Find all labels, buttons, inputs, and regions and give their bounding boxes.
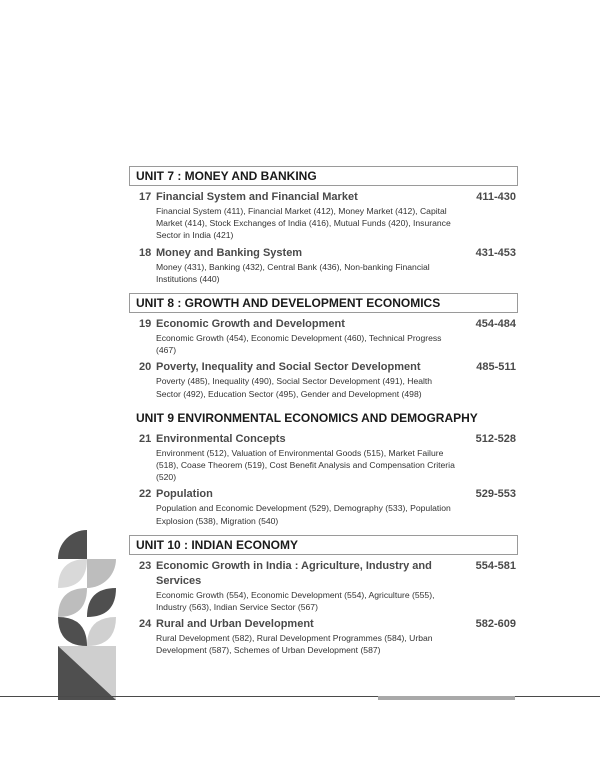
unit-heading: UNIT 7 : MONEY AND BANKING [129,166,518,186]
chapter-number: 18 [139,246,152,259]
unit-heading: UNIT 10 : INDIAN ECONOMY [129,535,518,555]
chapter-title: Poverty, Inequality and Social Sector Development [156,361,421,374]
chapter-pages: 582-609 [475,618,516,631]
unit-10 [129,535,518,657]
chapter-pages: 512-528 [475,432,516,445]
dark-leaf-shape [87,588,116,617]
chapter-number: 17 [139,191,152,203]
chapter-number: 24 [139,618,152,631]
chapter-pages: 431-453 [475,246,516,259]
grey-leaf-lower-shape [87,617,116,646]
chapter-topics: Financial System (411), Financial Market (412), Money Market (412), Capital Market (414), Stock Exchanges of India (416), Mutual Funds (420), Insurance Sector in India (421) [156,206,451,241]
chapter-17 [129,190,518,242]
chapter-title: Economic Growth and Development [156,318,345,331]
unit-7 [129,166,518,285]
dark-half-circle-shape [58,530,87,559]
chapter-number: 20 [139,361,152,374]
chapter-24 [129,617,518,656]
chapter-pages: 485-511 [476,361,516,374]
chapter-topics: Economic Growth (454), Economic Development (460), Technical Progress (467) [156,333,442,356]
chapter-18 [129,246,518,285]
chapter-topics: Rural Development (582), Rural Development Programmes (584), Urban Development (587), Schemes of Urban Development (587) [156,633,433,656]
chapter-title: Financial System and Financial Market [156,191,358,203]
chapter-pages: 554-581 [475,559,516,572]
chapter-pages: 411-430 [476,191,516,203]
table-of-contents [129,166,518,665]
chapter-topics: Poverty (485), Inequality (490), Social Sector Development (491), Health Sector (492), Education Sector (495), Gender and Development (498) [156,376,433,399]
chapter-topics: Environment (512), Valuation of Environmental Goods (515), Market Failure (518), Coase Theorem (519), Cost Benefit Analysis and Compensation Criteria (520) [156,447,455,483]
unit-heading: UNIT 8 : GROWTH AND DEVELOPMENT ECONOMICS [129,293,518,313]
chapter-pages: 529-553 [475,488,516,501]
grey-leaf-shape [58,588,87,617]
chapter-title: Population [156,488,213,501]
chapter-number: 23 [139,559,152,572]
dark-leaf-lower-shape [58,617,87,646]
chapter-number: 21 [139,432,152,445]
unit-8 [129,293,518,400]
grey-quarter-shape [87,559,116,588]
light-leaf-shape [58,559,87,588]
chapter-topics: Money (431), Banking (432), Central Bank (436), Non-banking Financial Institutions (440) [156,261,430,284]
chapter-title: Environmental Concepts [156,432,286,445]
unit-heading: UNIT 9 ENVIRONMENTAL ECONOMICS AND DEMOGRAPHY [136,410,478,425]
unit-9 [129,408,518,527]
chapter-number: 22 [139,488,152,501]
chapter-topics: Economic Growth (554), Economic Development (554), Agriculture (555), Industry (563), Indian Service Sector (567) [156,589,435,613]
chapter-22 [129,487,518,526]
chapter-topics: Population and Economic Development (529), Demography (533), Population Explosion (538), Migration (540) [156,503,451,526]
chapter-23 [129,559,518,613]
chapter-19 [129,317,518,356]
chapter-20 [129,360,518,399]
chapter-title: Money and Banking System [156,246,303,259]
footer-accent-bar [378,696,515,700]
chapter-title: Economic Growth in India : Agriculture, Industry and Services [156,559,432,587]
chapter-title: Rural and Urban Development [156,618,314,631]
chapter-number: 19 [139,318,152,331]
chapter-21 [129,432,518,484]
chapter-pages: 454-484 [475,318,516,331]
decorative-leaf-motif [58,530,116,700]
